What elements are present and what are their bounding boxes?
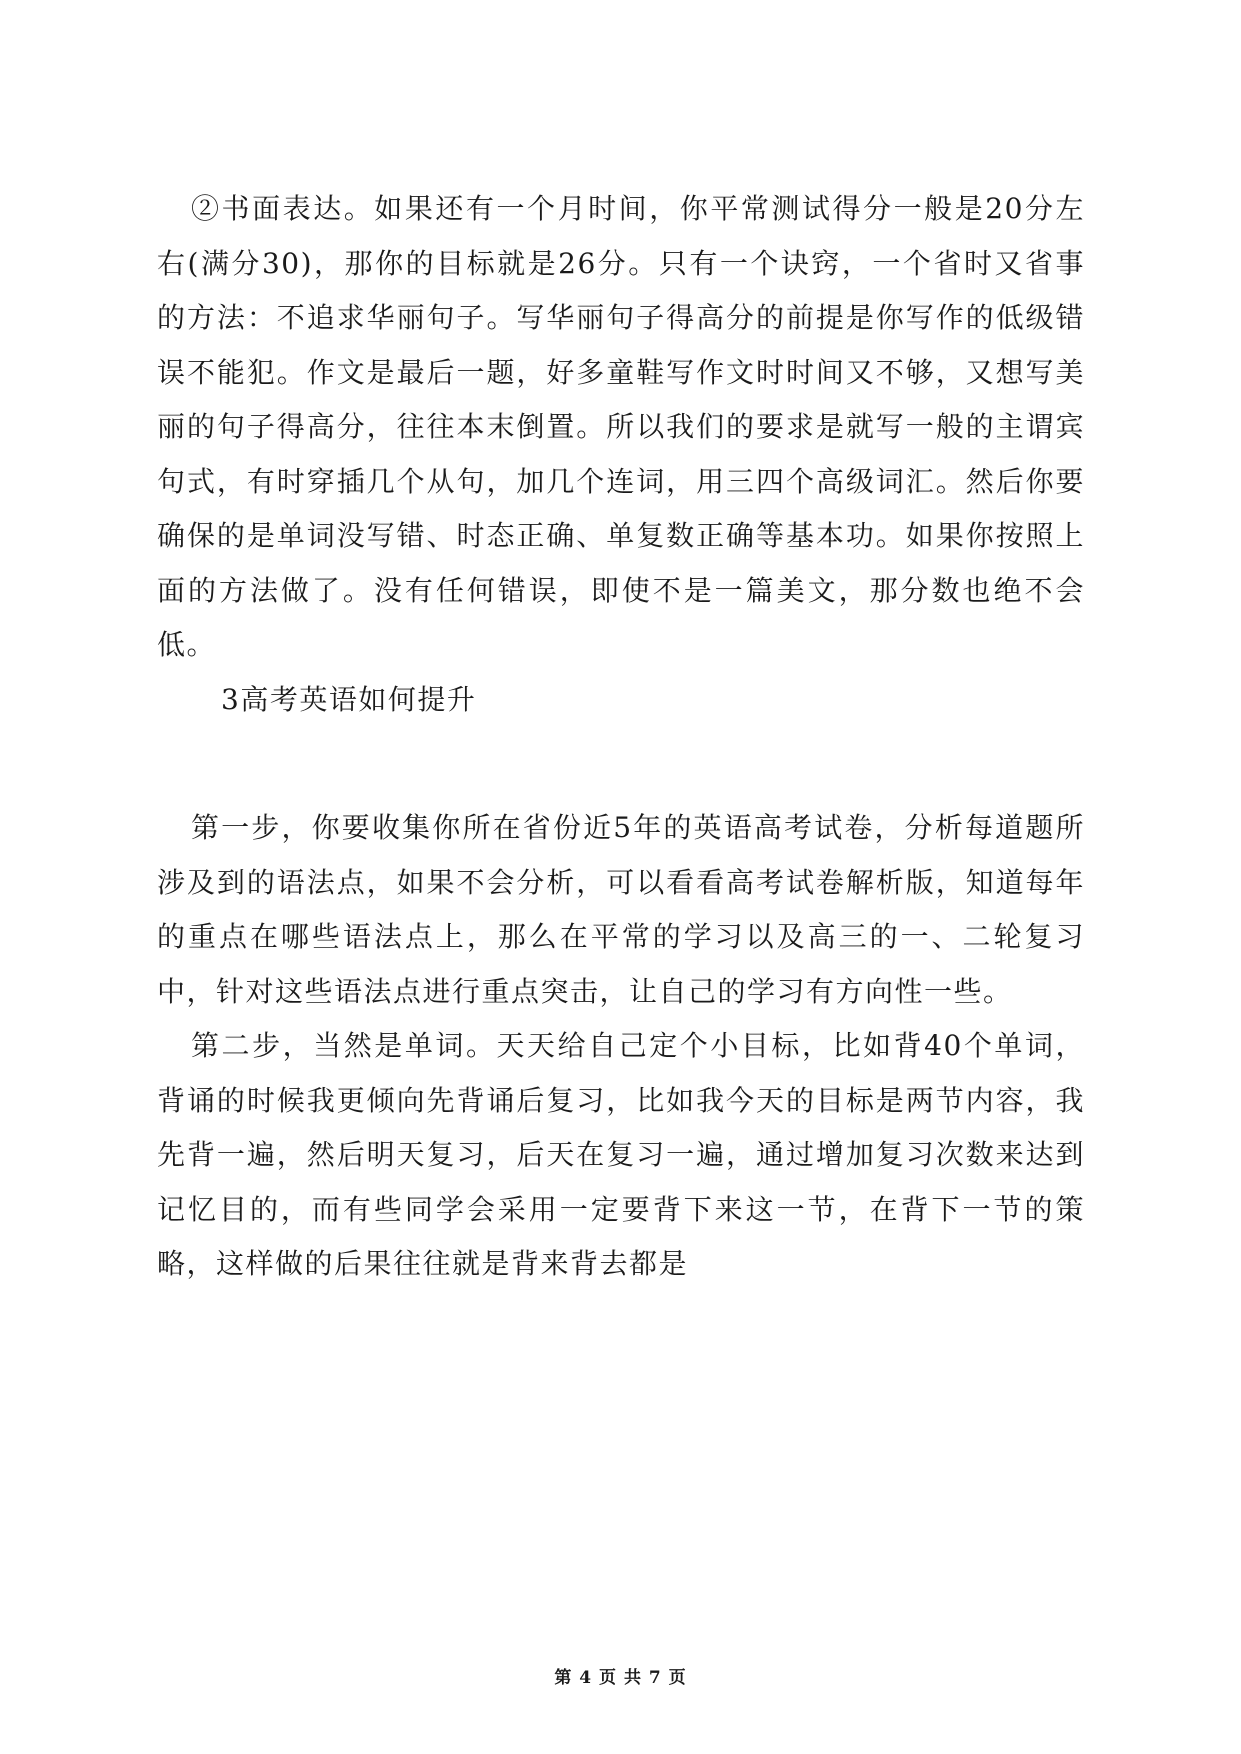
paragraph-writing-tips: ②书面表达。如果还有一个月时间，你平常测试得分一般是20分左右(满分30)，那你的目标就是26分。只有一个诀窍，一个省时又省事的方法：不追求华丽句子。写华丽句子得高分的前提是你写作的低级错误不能犯。作文是最后一题，好多童鞋写作文时时间又不够，又想写美丽的句子得高分，往往本末倒置。所以我们的要求是就写一般的主谓宾句式，有时穿插几个从句，加几个连词，用三四个高级词汇。然后你要确保的是单词没写错、时态正确、单复数正确等基本功。如果你按照上面的方法做了。没有任何错误，即使不是一篇美文，那分数也绝不会低。: [157, 192, 1085, 661]
paragraph-step-two: 第二步，当然是单词。天天给自己定个小目标，比如背40个单词，背诵的时候我更倾向先背诵后复习，比如我今天的目标是两节内容，我先背一遍，然后明天复习，后天在复习一遍，通过增加复习次数来达到记忆目的，而有些同学会采用一定要背下来这一节，在背下一节的策略，这样做的后果往往就是背来背去都是: [157, 1029, 1085, 1280]
paragraph-step-one: 第一步，你要收集你所在省份近5年的英语高考试卷，分析每道题所涉及到的语法点，如果不会分析，可以看看高考试卷解析版，知道每年的重点在哪些语法点上，那么在平常的学习以及高三的一、二轮复习中，针对这些语法点进行重点突击，让自己的学习有方向性一些。: [157, 811, 1085, 1008]
section-heading: 3高考英语如何提升: [221, 682, 477, 716]
section-spacer: [157, 727, 1085, 801]
page-number-footer: 第 4 页 共 7 页: [554, 1668, 687, 1688]
document-body: [157, 182, 1085, 1292]
